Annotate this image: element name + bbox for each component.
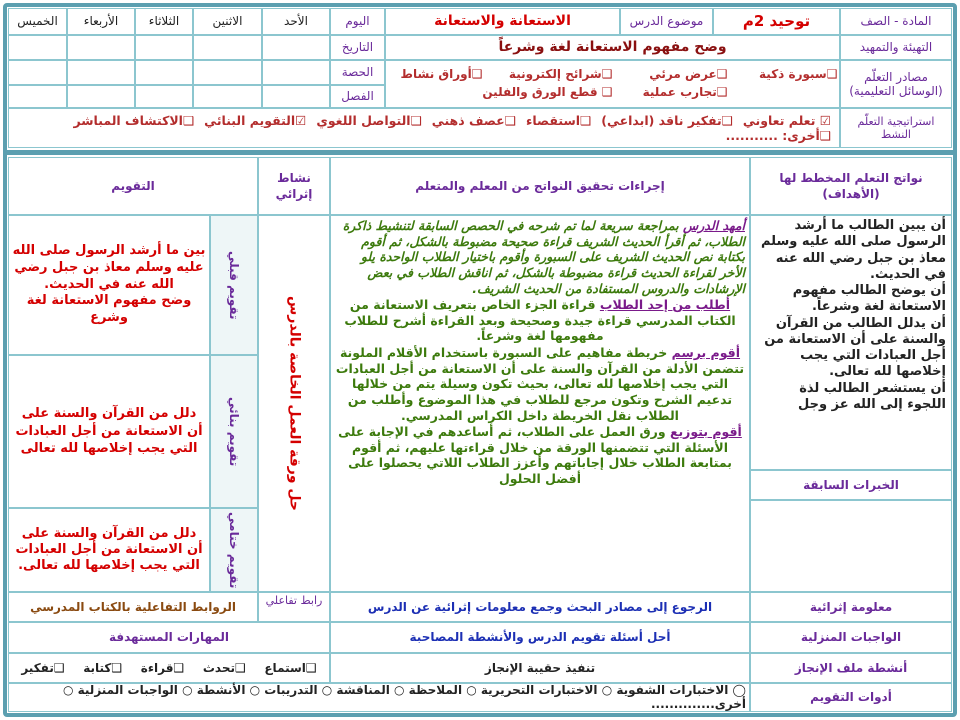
homework-label: الواجبات المنزلية [750, 622, 952, 653]
intro-label: التهيئة والتمهيد [840, 35, 952, 60]
topic-value: الاستعانة والاستعانة [385, 8, 620, 35]
source-worksheets[interactable]: ❑أوراق نشاط [400, 67, 483, 82]
procedure-lead: أطلب من إحد الطلاب [599, 297, 731, 313]
schedule-cell[interactable] [135, 60, 193, 85]
eval-final-text: دلل من القرآن والسنة على أن الاستعانة من أجل العبادات التي يجب إخلاصها لله تعالى. [8, 508, 210, 592]
strategy-other[interactable]: ❑أخرى: ........... [725, 128, 831, 143]
interactive-link[interactable]: الروابط التفاعلية بالكتاب المدرسي [8, 592, 258, 622]
eval-final-label-cell [210, 508, 258, 592]
schedule-cell[interactable] [67, 35, 135, 60]
schedule-cell[interactable] [67, 60, 135, 85]
objective-item: أن يبين الطالب ما أرشد الرسول صلى الله عليه وسلم معاذ بن جبل رضي الله عنه في الحديث. [760, 218, 946, 282]
skill-listening[interactable]: ❑استماع [264, 660, 317, 675]
day-label: اليوم [330, 8, 385, 35]
schedule-cell[interactable] [67, 85, 135, 108]
skill-writing[interactable]: ❑كتابة [83, 660, 123, 675]
portfolio-label: أنشطة ملف الإنجاز [750, 653, 952, 683]
eval-formative-label: تقويم بنائي [227, 396, 242, 467]
portfolio-value: تنفيذ حقيبة الإنجاز [330, 653, 750, 683]
source-video[interactable]: ❑عرض مرئي [649, 67, 728, 82]
objective-item: أن يستشعر الطالب لذة اللجوء إلى الله عز وجل [798, 380, 946, 412]
sources-label: مصادر التعلّم (الوسائل التعليمية) [840, 60, 952, 108]
source-paper-foam[interactable]: ❑ قطع الورق والفلين [482, 85, 613, 99]
schedule-cell[interactable] [8, 35, 67, 60]
objective-item: أن يوضح الطالب مفهوم الاستعانة لغة وشرعاً. [792, 283, 946, 315]
strategy-inquiry[interactable]: ❑استقصاء [525, 113, 592, 128]
section-divider [7, 150, 953, 155]
day-header: الثلاثاء [135, 8, 193, 35]
eval-formative-label-cell [210, 355, 258, 508]
schedule-cell[interactable] [193, 60, 262, 85]
procedure-text: قراءة الجزء الخاص بتعريف الاستعانة من الكتاب المدرسي قراءة جيدة وصحيحة وبعد القراءة أشرح للطلاب مفهومها لغة وشرعاً. [344, 297, 736, 344]
topic-label: موضوع الدرس [620, 8, 713, 35]
schedule-cell[interactable] [193, 35, 262, 60]
eval-formative-text: دلل من القرآن والسنة على أن الاستعانة من أجل العبادات التي يجب إخلاصها لله تعالى [8, 355, 210, 508]
schedule-cell[interactable] [193, 85, 262, 108]
strategy-formative[interactable]: ☑التقويم البنائي [204, 113, 307, 128]
procedure-lead: أقوم بتوزيع [669, 424, 742, 440]
strategy-discovery[interactable]: ❑الاكتشاف المباشر [73, 113, 195, 128]
schedule-cell[interactable] [135, 85, 193, 108]
date-label: التاريخ [330, 35, 385, 60]
day-header: الأربعاء [67, 8, 135, 35]
procedure-text: بمراجعة سريعة لما تم شرحه في الحصص السابقة لتنشيط ذاكرة الطلاب، ثم أقرأ الحديث الشريف قراءة صحيحة مضبوطة بالشكل، ثم أقوم بكتابة نص الحديث الشريف على السبورة وأقوم باختيار الطلاب الواحدة يلو الأخر لقراءة الحديث قراءة مضبوطة بالشكل، ثم اناقش الطلاب في بعض الإرشادات والدروس المستفادة من الحديث الشريف. [342, 218, 745, 296]
procedure-lead: أقوم برسم [671, 345, 741, 360]
source-smartboard[interactable]: ❑سبورة ذكية [759, 67, 838, 82]
eval-pre-text: بين ما أرشد الرسول صلى الله عليه وسلم معاذ بن جبل رضي الله عنه في الحديث. [12, 242, 206, 292]
prior-knowledge-value [750, 500, 952, 592]
eval-pre-label-cell [210, 215, 258, 355]
strategy-cooperative[interactable]: ☑ تعلم تعاوني [742, 113, 831, 128]
skill-reading[interactable]: ❑قراءة [140, 660, 185, 675]
eval-pre [8, 215, 210, 355]
day-header: الأحد [262, 8, 330, 35]
eval-tools-label: أدوات التقويم [750, 683, 952, 712]
schedule-cell[interactable] [262, 35, 330, 60]
source-experiments[interactable]: ❑تجارب عملية [642, 85, 728, 99]
skill-thinking[interactable]: ❑تفكير [21, 660, 65, 675]
strategy-communication[interactable]: ❑التواصل اللغوي [316, 113, 422, 128]
enrich-header: نشاط إثرائي [258, 157, 330, 215]
schedule-cell[interactable] [262, 85, 330, 108]
enrich-activity: حل ورقة العمل الخاصة بالدرس [286, 296, 303, 511]
schedule-cell[interactable] [135, 35, 193, 60]
skill-speaking[interactable]: ❑تحدث [202, 660, 246, 675]
strategy-label: استراتيجية التعلّم النشط [840, 108, 952, 148]
eval-pre-text2: وضح مفهوم الاستعانة لغة وشرع [26, 293, 192, 326]
schedule-cell[interactable] [8, 60, 67, 85]
enrich-info-value: الرجوع إلى مصادر البحث وجمع معلومات إثرائية عن الدرس [330, 592, 750, 622]
strategy-critical-thinking[interactable]: ❑تفكير ناقد (ابداعي) [601, 113, 733, 128]
procedures-header: إجراءات تحقيق النواتج من المعلم والمتعلم [330, 157, 750, 215]
skills-group [8, 653, 330, 683]
subject-value: توحيد 2م [713, 8, 840, 35]
subject-label: المادة - الصف [840, 8, 952, 35]
objectives-list [750, 215, 952, 470]
class-label: الفصل [330, 85, 385, 108]
eval-tools: ◯ الاختبارات الشفوية ○ الاختبارات التحريرية ○ الملاحظة ○ المناقشة ○ التدريبات ○ الأنشطة ○ الواجبات المنزلية ○ أخرى.............. [8, 683, 750, 712]
eval-header: التقويم [8, 157, 258, 215]
procedure-text: خريطة مفاهيم على السبورة باستخدام الأقلام الملونة تتضمن الأدلة من القرآن والسنة على أن الاستعانة من أجل العبادات التي يجب إخلاصها لله تعالى، بحيث تكون وسيلة يتم من خلالها تدعيم الشرح وتكون مرجع للطلاب في هذا الموضوع وأطلب من الطلاب نقل الخريطة داخل الكراس المدرسي. [335, 345, 745, 423]
strategy-brainstorm[interactable]: ❑عصف ذهني [431, 113, 516, 128]
day-header: الاثنين [193, 8, 262, 35]
prior-knowledge-label: الخبرات السابقة [750, 470, 952, 500]
objective-item: أن يدلل الطالب من القرآن والسنة على أن الاستعانة من أجل العبادات التي يجب إخلاصها لله تعالى. [764, 315, 946, 380]
sources-group [385, 60, 840, 108]
enrich-cell [258, 215, 330, 592]
period-label: الحصة [330, 60, 385, 85]
skills-label: المهارات المستهدفة [8, 622, 330, 653]
strategies-group [8, 108, 840, 148]
homework-value: أحل أسئلة تقويم الدرس والأنشطة المصاحبة [330, 622, 750, 653]
procedure-text: ورق العمل على الطلاب، ثم أساعدهم في الإجابة على الأسئلة التي تتضمنها الورقة من خلال قراءتها عليهم، ثم أقوم بمتابعة الطلاب خلال إجاباتهم وأعزز الطلاب اللاتي يحصلوا على أفضل الحلول [338, 424, 732, 486]
eval-pre-label: تقويم قبلي [227, 250, 242, 320]
interactive-link-label: رابط تفاعلي [258, 592, 330, 622]
schedule-cell[interactable] [8, 85, 67, 108]
day-header: الخميس [8, 8, 67, 35]
procedures-text [330, 215, 750, 592]
objectives-header: نواتج التعلم المخطط لها (الأهداف) [750, 157, 952, 215]
schedule-cell[interactable] [262, 60, 330, 85]
enrich-info-label: معلومة إثرائية [750, 592, 952, 622]
source-slides[interactable]: ❑شرائح إلكترونية [508, 67, 613, 82]
eval-final-label: تقويم ختامي [227, 511, 242, 589]
intro-value: وضح مفهوم الاستعانة لغة وشرعاً [385, 35, 840, 60]
procedure-lead: أمهد الدرس [683, 218, 745, 233]
